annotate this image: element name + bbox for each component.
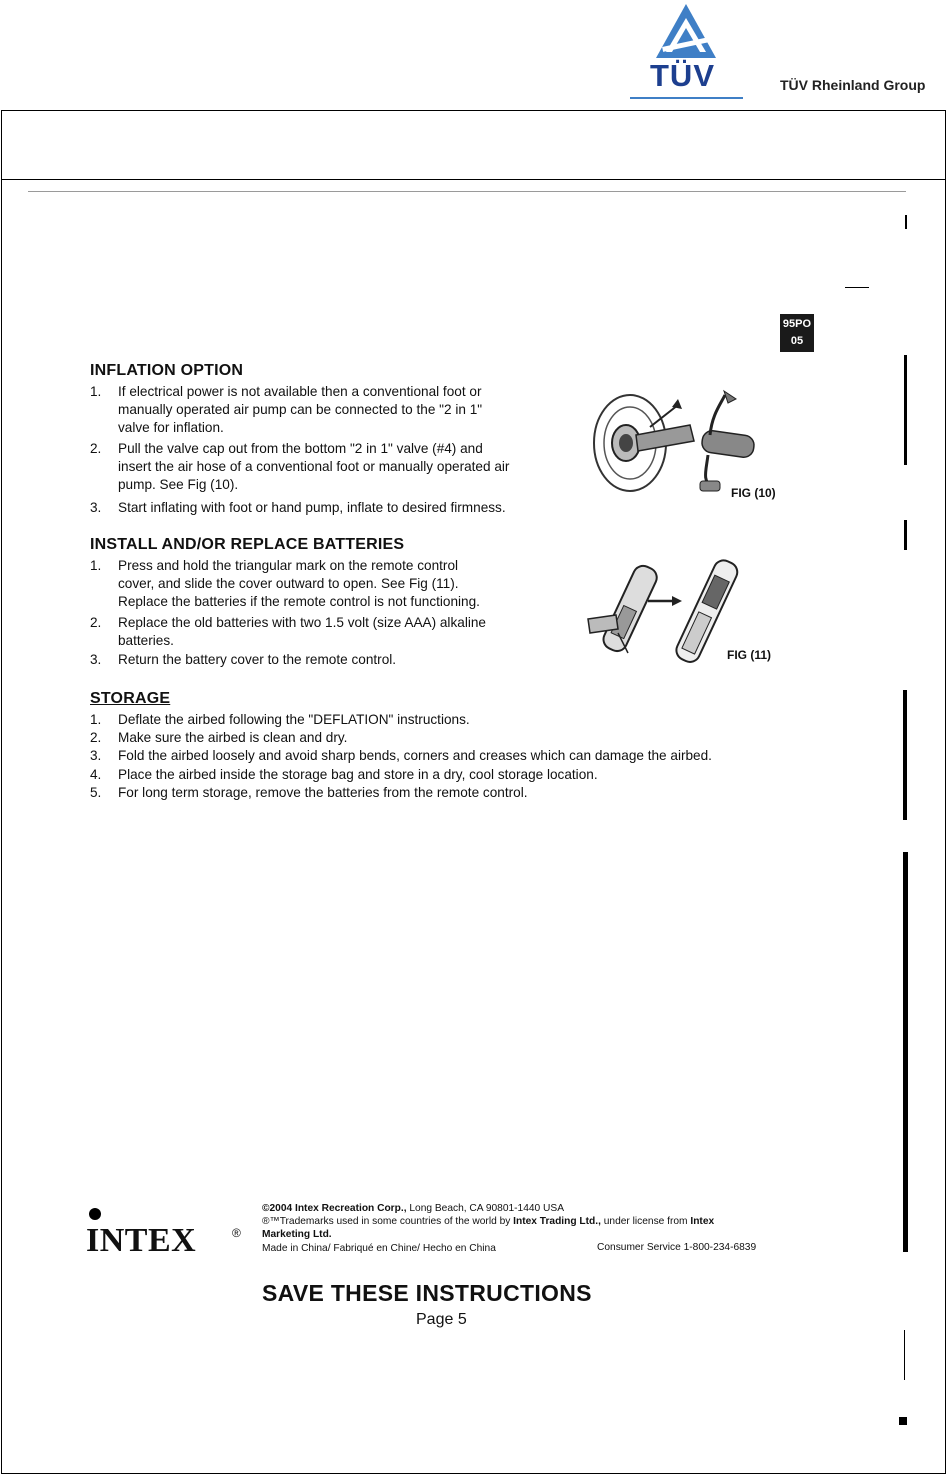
registered-mark: ® [232,1226,241,1240]
legal-line-4: Made in China/ Fabriqué en Chine/ Hecho en China [262,1243,496,1254]
item-line: Pull the valve cap out from the bottom "2 in 1" valve (#4) and [118,441,483,456]
item-line: Deflate the airbed following the "DEFLATION" instructions. [118,712,470,727]
fig-11-label: FIG (11) [727,648,772,662]
item-number: 2. [90,441,102,456]
item-line: pump. See Fig (10). [118,477,239,492]
scan-rule [28,191,906,192]
inflation-title: INFLATION OPTION [90,362,244,379]
scan-mark [904,1330,905,1380]
item-number: 1. [90,558,102,573]
item-number: 1. [90,384,102,399]
scan-mark [845,287,869,288]
legal-license-text: under license from [600,1216,691,1227]
code-line-1: 95PO [782,318,812,330]
scan-mark [904,355,907,465]
scan-mark [903,690,907,820]
item-line: Replace the old batteries with two 1.5 volt (size AAA) alkaline [118,615,486,630]
consumer-service: Consumer Service 1-800-234-6839 [597,1242,757,1253]
item-number: 3. [90,652,102,667]
legal-line-2 [262,1215,714,1228]
corner-mark [899,1417,907,1425]
header-band-divider [1,179,946,180]
group-name: TÜV Rheinland Group [780,77,926,93]
item-number: 3. [90,748,102,763]
save-instructions-heading: SAVE THESE INSTRUCTIONS [262,1280,592,1306]
item-line: cover, and slide the cover outward to open. See Fig (11). [118,576,459,591]
intex-logo: INTEX [86,1222,197,1259]
item-line: If electrical power is not available then a conventional foot or [118,384,482,399]
legal-trading-company: Intex Trading Ltd., [513,1216,601,1227]
item-number: 1. [90,712,102,727]
storage-title: STORAGE [90,690,171,707]
item-number: 2. [90,615,102,630]
item-line: Replace the batteries if the remote control is not functioning. [118,594,480,609]
legal-intex: Intex [690,1216,715,1227]
fig-10-label: FIG (10) [731,486,776,500]
item-line: Press and hold the triangular mark on the remote control [118,558,459,573]
intex-logo-dot-icon [89,1208,101,1220]
item-line: Return the battery cover to the remote control. [118,652,397,667]
scan-mark [905,215,907,229]
item-line: Make sure the airbed is clean and dry. [118,730,348,745]
item-line: Place the airbed inside the storage bag and store in a dry, cool storage location. [118,767,598,782]
scan-mark [903,852,908,1252]
item-line: valve for inflation. [118,420,224,435]
legal-trademark-text: ®™Trademarks used in some countries of the world by [262,1216,514,1227]
scan-mark [904,520,907,550]
page-number: Page 5 [416,1311,467,1328]
item-line: manually operated air pump can be connected to the "2 in 1" [118,402,483,417]
item-number: 5. [90,785,102,800]
legal-line-3 [262,1228,332,1241]
fig-10-valve-pump-illustration [590,385,770,495]
legal-marketing: Marketing Ltd. [262,1229,332,1240]
code-line-2: 05 [790,335,804,347]
tuv-logo-text: TÜV [650,58,715,93]
item-line: insert the air hose of a conventional foot or manually operated air [118,459,510,474]
item-line: For long term storage, remove the batteries from the remote control. [118,785,528,800]
legal-line-1 [262,1202,564,1215]
item-line: Fold the airbed loosely and avoid sharp bends, corners and creases which can damage the airbed. [118,748,712,763]
item-number: 3. [90,500,102,515]
tuv-underline [630,97,743,99]
batteries-title: INSTALL AND/OR REPLACE BATTERIES [90,536,405,553]
item-line: batteries. [118,633,174,648]
legal-address: Long Beach, CA 90801-1440 USA [406,1203,564,1214]
item-number: 4. [90,767,102,782]
item-number: 2. [90,730,102,745]
fig-11-remote-battery-illustration [578,553,748,673]
item-line: Start inflating with foot or hand pump, inflate to desired firmness. [118,500,506,515]
document-code-box [780,314,814,352]
legal-company: ©2004 Intex Recreation Corp., [262,1203,407,1214]
